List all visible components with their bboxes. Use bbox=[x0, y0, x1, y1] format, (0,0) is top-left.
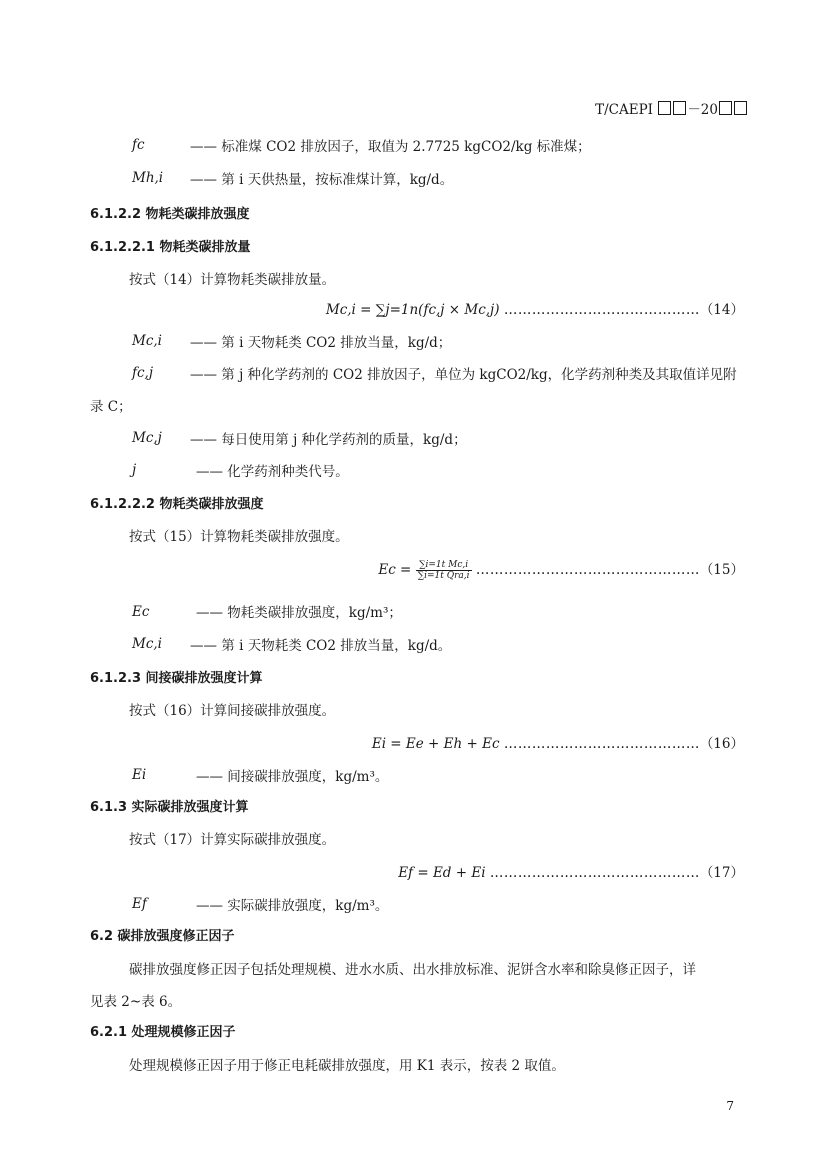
heading-62: 6.2 碳排放强度修正因子 bbox=[90, 929, 235, 944]
para-eq14-intro: 按式（14）计算物耗类碳排放量。 bbox=[129, 272, 336, 288]
def-ec: —— 物耗类碳排放强度，kg/m³； bbox=[196, 605, 402, 621]
equation-16: Ei = Ee + Eh + Ec ……………………………………（16） bbox=[371, 736, 744, 752]
para-eq16-intro: 按式（16）计算间接碳排放强度。 bbox=[129, 703, 336, 719]
var-mci2: Mc,i bbox=[132, 636, 162, 652]
equation-17: Ef = Ed + Ei ………………………………………（17） bbox=[398, 865, 744, 881]
heading-61222: 6.1.2.2.2 物耗类碳排放强度 bbox=[90, 497, 264, 512]
para-eq15-intro: 按式（15）计算物耗类碳排放强度。 bbox=[129, 529, 349, 545]
heading-6123: 6.1.2.3 间接碳排放强度计算 bbox=[90, 671, 263, 686]
page-number: 7 bbox=[726, 1099, 734, 1113]
def-ei: —— 间接碳排放强度，kg/m³。 bbox=[196, 769, 389, 785]
def-mci2: —— 第 i 天物耗类 CO2 排放当量，kg/d。 bbox=[190, 638, 452, 654]
para-eq17-intro: 按式（17）计算实际碳排放强度。 bbox=[129, 832, 336, 848]
var-fc: fc bbox=[132, 137, 145, 153]
para-621: 处理规模修正因子用于修正电耗碳排放强度，用 K1 表示，按表 2 取值。 bbox=[129, 1058, 565, 1074]
para-62-line1: 碳排放强度修正因子包括处理规模、进水水质、出水排放标准、泥饼含水率和除臭修正因子，详 bbox=[129, 962, 696, 978]
heading-6122: 6.1.2.2 物耗类碳排放强度 bbox=[90, 207, 250, 222]
def-fc: —— 标准煤 CO2 排放因子，取值为 2.7725 kgCO2/kg 标准煤； bbox=[190, 139, 591, 155]
var-fcj: fc,j bbox=[132, 365, 154, 381]
def-j: —— 化学药剂种类代号。 bbox=[196, 464, 349, 480]
var-j: j bbox=[132, 462, 137, 478]
equation-14: Mc,i = ∑j=1n(fc,j × Mc,j) ……………………………………（14） bbox=[325, 302, 744, 318]
var-ef: Ef bbox=[132, 896, 147, 912]
placeholder-box bbox=[658, 101, 671, 115]
var-mhi: Mh,i bbox=[132, 170, 164, 186]
var-mci: Mc,i bbox=[132, 333, 162, 349]
def-fcj: —— 第 j 种化学药剂的 CO2 排放因子，单位为 kgCO2/kg，化学药剂种类及其取值详见附 bbox=[190, 367, 737, 383]
def-mcj: —— 每日使用第 j 种化学药剂的质量，kg/d； bbox=[190, 432, 467, 448]
def-mci: —— 第 i 天物耗类 CO2 排放当量，kg/d； bbox=[190, 335, 452, 351]
var-ei: Ei bbox=[132, 767, 147, 783]
heading-61221: 6.1.2.2.1 物耗类碳排放量 bbox=[90, 240, 251, 255]
document-code: T/CAEPI －20 bbox=[595, 98, 748, 118]
var-mcj: Mc,j bbox=[132, 430, 162, 446]
para-62-line2: 见表 2~表 6。 bbox=[90, 994, 182, 1010]
heading-621: 6.2.1 处理规模修正因子 bbox=[90, 1025, 236, 1040]
placeholder-box bbox=[719, 101, 732, 115]
placeholder-box bbox=[673, 101, 686, 115]
heading-613: 6.1.3 实际碳排放强度计算 bbox=[90, 800, 249, 815]
def-mhi: —— 第 i 天供热量，按标准煤计算，kg/d。 bbox=[190, 172, 454, 188]
equation-15: Ec = $\frac{\text{∑i=1t Mc,i}}{\text{∑i=1t Qra,i}}$ …………………………………………（15） bbox=[378, 560, 744, 581]
fraction: $\frac{\text{∑i=1t Mc,i}}{\text{∑i=1t Qra,i}}$ bbox=[417, 560, 470, 581]
placeholder-box bbox=[734, 101, 747, 115]
def-ef: —— 实际碳排放强度，kg/m³。 bbox=[196, 898, 389, 914]
var-ec: Ec bbox=[132, 604, 150, 620]
def-fcj-cont: 录 C； bbox=[90, 399, 132, 415]
